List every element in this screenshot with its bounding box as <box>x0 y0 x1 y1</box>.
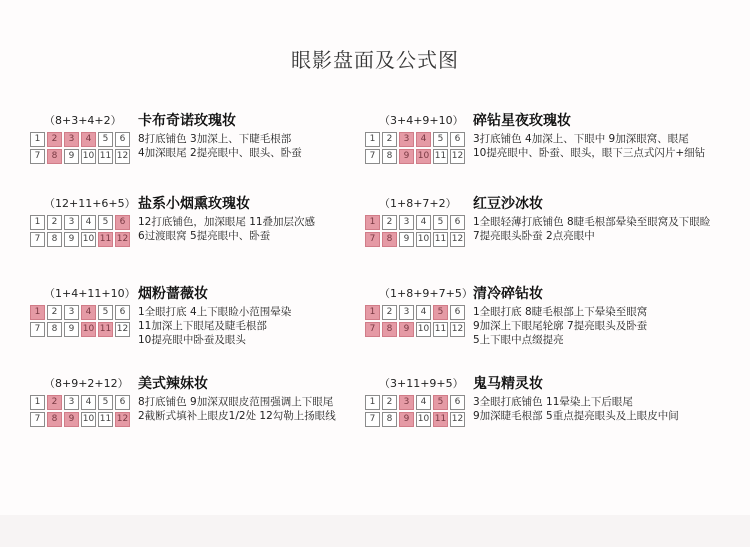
palette-pan: 8 <box>47 322 62 337</box>
palette-pan: 2 <box>382 215 397 230</box>
palette-card <box>30 195 390 265</box>
palette-pan: 8 <box>47 149 62 164</box>
palette-pan: 2 <box>382 395 397 410</box>
instruction-line: 12打底铺色，加深眼尾 11叠加层次感 <box>138 216 316 228</box>
instructions <box>473 395 679 423</box>
instruction-line: 3打底铺色 4加深上、下眼中 9加深眼窝、眼尾 <box>473 133 689 145</box>
palette-pan: 6 <box>115 395 130 410</box>
formula-label: （8+3+4+2） <box>44 114 122 127</box>
palette-pan: 1 <box>365 305 380 320</box>
palette-card <box>365 375 725 445</box>
palette-pan: 4 <box>81 215 96 230</box>
palette-pan: 10 <box>416 322 431 337</box>
palette-pan: 11 <box>433 412 448 427</box>
palette-pan: 11 <box>433 149 448 164</box>
palette-pan: 12 <box>115 149 130 164</box>
palette-pan: 7 <box>30 149 45 164</box>
palette-pan: 1 <box>30 395 45 410</box>
palette-pan: 8 <box>382 322 397 337</box>
palette-card <box>365 195 725 265</box>
palette-pan: 3 <box>64 132 79 147</box>
palette-pan: 7 <box>30 412 45 427</box>
palette-pan: 8 <box>382 412 397 427</box>
palette-pan: 10 <box>81 412 96 427</box>
instruction-line: 9加深睫毛根部 5重点提亮眼头及上眼皮中间 <box>473 410 679 422</box>
palette-pan: 9 <box>399 149 414 164</box>
palette-pan: 3 <box>64 305 79 320</box>
instructions <box>473 132 705 160</box>
palette-pan: 3 <box>399 132 414 147</box>
look-name: 卡布奇诺玫瑰妆 <box>138 113 236 129</box>
palette-pan: 8 <box>47 232 62 247</box>
instructions <box>473 215 710 243</box>
palette-pan: 5 <box>433 395 448 410</box>
palette-pan: 5 <box>98 395 113 410</box>
palette-pan: 6 <box>450 395 465 410</box>
palette-pan: 4 <box>81 395 96 410</box>
palette-pan: 11 <box>98 412 113 427</box>
palette-pan: 1 <box>30 215 45 230</box>
formula-label: （8+9+2+12） <box>44 377 129 390</box>
palette-pan: 11 <box>433 322 448 337</box>
palette-pan: 12 <box>450 412 465 427</box>
palette-pan: 3 <box>399 395 414 410</box>
eyeshadow-palette-grid <box>365 132 467 164</box>
eyeshadow-palette-grid <box>365 305 467 337</box>
instruction-line: 1全眼轻薄打底铺色 8睫毛根部晕染至眼窝及下眼睑 <box>473 216 711 228</box>
look-name: 鬼马精灵妆 <box>473 376 543 392</box>
palette-pan: 9 <box>64 149 79 164</box>
instruction-line: 8打底铺色 3加深上、下睫毛根部 <box>138 133 292 145</box>
look-name: 美式辣妹妆 <box>138 376 208 392</box>
eyeshadow-palette-grid <box>30 132 132 164</box>
palette-pan: 3 <box>64 215 79 230</box>
palette-pan: 2 <box>47 305 62 320</box>
eyeshadow-palette-grid <box>30 215 132 247</box>
palette-card <box>30 375 390 445</box>
palette-pan: 2 <box>382 132 397 147</box>
palette-pan: 6 <box>115 305 130 320</box>
palette-pan: 12 <box>115 412 130 427</box>
look-name: 红豆沙冰妆 <box>473 196 543 212</box>
palette-pan: 12 <box>115 232 130 247</box>
palette-pan: 4 <box>81 305 96 320</box>
instruction-line: 1全眼打底 4上下眼睑小范围晕染 <box>138 306 292 318</box>
instructions <box>138 395 336 423</box>
palette-pan: 9 <box>399 322 414 337</box>
formula-label: （3+11+9+5） <box>379 377 464 390</box>
palette-pan: 8 <box>382 232 397 247</box>
palette-pan: 12 <box>450 322 465 337</box>
palette-pan: 4 <box>416 215 431 230</box>
palette-card <box>365 285 725 355</box>
palette-pan: 1 <box>365 132 380 147</box>
instruction-line: 9加深上下眼尾轮廓 7提亮眼头及卧蚕 <box>473 320 648 332</box>
palette-pan: 10 <box>416 412 431 427</box>
palette-pan: 9 <box>64 322 79 337</box>
formula-label: （3+4+9+10） <box>379 114 464 127</box>
instruction-line: 11加深上下眼尾及睫毛根部 <box>138 320 267 332</box>
palette-pan: 10 <box>81 149 96 164</box>
palette-pan: 10 <box>416 149 431 164</box>
palette-pan: 2 <box>47 215 62 230</box>
instruction-line: 10提亮眼中卧蚕及眼头 <box>138 334 246 346</box>
palette-pan: 7 <box>365 322 380 337</box>
instruction-line: 4加深眼尾 2提亮眼中、眼头、卧蚕 <box>138 147 302 159</box>
palette-pan: 8 <box>382 149 397 164</box>
look-name: 盐系小烟熏玫瑰妆 <box>138 196 250 212</box>
palette-pan: 6 <box>115 215 130 230</box>
formula-label: （1+8+7+2） <box>379 197 457 210</box>
palette-pan: 6 <box>450 215 465 230</box>
palette-pan: 7 <box>365 232 380 247</box>
instruction-line: 3全眼打底铺色 11晕染上下后眼尾 <box>473 396 633 408</box>
palette-pan: 2 <box>47 132 62 147</box>
palette-pan: 6 <box>450 132 465 147</box>
instruction-line: 1全眼打底 8睫毛根部上下晕染至眼窝 <box>473 306 648 318</box>
look-name: 清冷碎钻妆 <box>473 286 543 302</box>
instruction-line: 2截断式填补上眼皮1/2处 12勾勒上扬眼线 <box>138 410 336 422</box>
instructions <box>138 305 291 347</box>
palette-pan: 8 <box>47 412 62 427</box>
palette-pan: 7 <box>30 232 45 247</box>
eyeshadow-palette-grid <box>365 395 467 427</box>
palette-pan: 1 <box>365 395 380 410</box>
palette-pan: 2 <box>382 305 397 320</box>
eyeshadow-palette-grid <box>30 305 132 337</box>
palette-pan: 11 <box>98 149 113 164</box>
palette-card <box>365 112 725 182</box>
palette-pan: 3 <box>399 305 414 320</box>
palette-pan: 7 <box>365 149 380 164</box>
instructions <box>473 305 647 347</box>
palette-pan: 5 <box>98 305 113 320</box>
palette-pan: 3 <box>399 215 414 230</box>
palette-pan: 7 <box>365 412 380 427</box>
palette-pan: 9 <box>64 412 79 427</box>
palette-pan: 2 <box>47 395 62 410</box>
formula-label: （1+4+11+10） <box>44 287 136 300</box>
palette-pan: 10 <box>81 232 96 247</box>
instructions <box>138 215 315 243</box>
palette-pan: 3 <box>64 395 79 410</box>
palette-pan: 6 <box>115 132 130 147</box>
formula-label: （1+8+9+7+5） <box>379 287 473 300</box>
palette-pan: 11 <box>98 322 113 337</box>
palette-pan: 1 <box>30 132 45 147</box>
instruction-line: 6过渡眼窝 5提亮眼中、卧蚕 <box>138 230 271 242</box>
palette-pan: 12 <box>450 232 465 247</box>
look-name: 烟粉蔷薇妆 <box>138 286 208 302</box>
palette-pan: 7 <box>30 322 45 337</box>
palette-pan: 12 <box>115 322 130 337</box>
formula-label: （12+11+6+5） <box>44 197 136 210</box>
instruction-line: 8打底铺色 9加深双眼皮范围强调上下眼尾 <box>138 396 334 408</box>
palette-pan: 5 <box>98 215 113 230</box>
palette-pan: 4 <box>81 132 96 147</box>
instruction-line: 7提亮眼头卧蚕 2点亮眼中 <box>473 230 595 242</box>
instruction-line: 10提亮眼中、卧蚕、眼头，眼下三点式闪片+细钻 <box>473 147 706 159</box>
palette-pan: 5 <box>98 132 113 147</box>
palette-pan: 5 <box>433 215 448 230</box>
palette-pan: 5 <box>433 132 448 147</box>
palette-pan: 11 <box>98 232 113 247</box>
instructions <box>138 132 302 160</box>
palette-pan: 11 <box>433 232 448 247</box>
palette-pan: 9 <box>64 232 79 247</box>
palette-card <box>30 285 390 355</box>
look-name: 碎钻星夜玫瑰妆 <box>473 113 571 129</box>
palette-pan: 9 <box>399 232 414 247</box>
palette-pan: 10 <box>416 232 431 247</box>
eyeshadow-palette-grid <box>365 215 467 247</box>
eyeshadow-palette-grid <box>30 395 132 427</box>
palette-card <box>30 112 390 182</box>
page-title: 眼影盘面及公式图 <box>291 48 459 72</box>
palette-pan: 1 <box>365 215 380 230</box>
palette-pan: 4 <box>416 395 431 410</box>
instruction-line: 5上下眼中点缀提亮 <box>473 334 564 346</box>
palette-pan: 4 <box>416 305 431 320</box>
palette-pan: 10 <box>81 322 96 337</box>
palette-pan: 6 <box>450 305 465 320</box>
palette-pan: 12 <box>450 149 465 164</box>
palette-pan: 9 <box>399 412 414 427</box>
palette-pan: 4 <box>416 132 431 147</box>
palette-pan: 5 <box>433 305 448 320</box>
palette-pan: 1 <box>30 305 45 320</box>
